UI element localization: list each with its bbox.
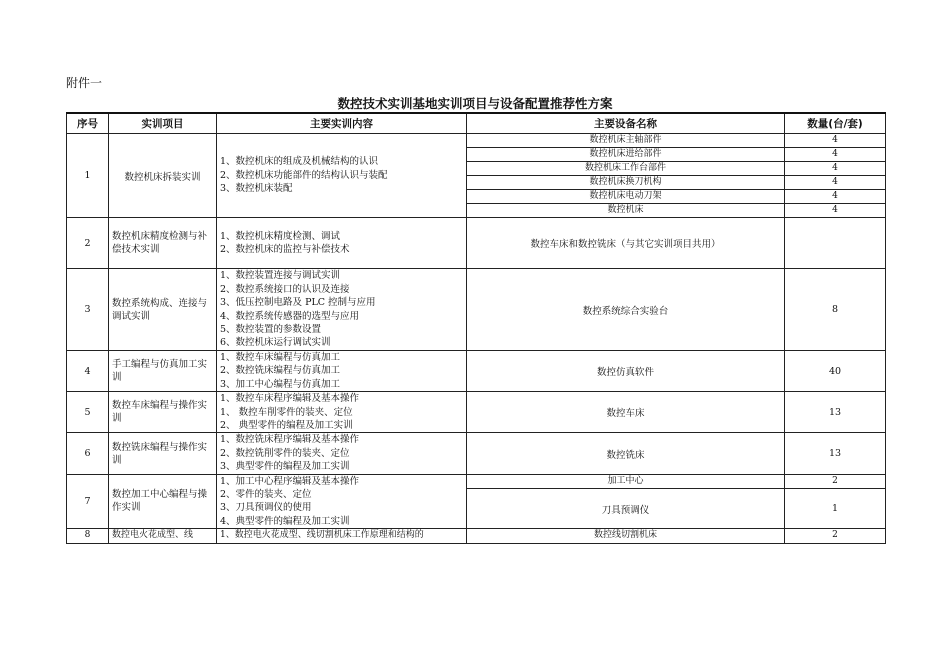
annex-label: 附件一 [66, 76, 103, 90]
row-no: 1 [67, 134, 109, 218]
row-content [217, 351, 467, 392]
training-plan-table [66, 112, 886, 544]
equipment-name: 数控铣床 [467, 433, 785, 474]
row-project: 数控加工中心编程与操作实训 [109, 474, 217, 529]
content-line: 2、数控铣削零件的装夹、定位 [220, 447, 350, 459]
row-content [217, 392, 467, 433]
content-line: 1、加工中心程序编辑及基本操作 [220, 475, 360, 487]
equipment-qty: 8 [785, 269, 886, 351]
content-line: 2、数控机床功能部件的结构认识与装配 [220, 169, 388, 181]
table-row [67, 392, 886, 433]
row-project: 数控铣床编程与操作实训 [109, 433, 217, 474]
table-row [67, 134, 886, 148]
row-no: 8 [67, 529, 109, 543]
equipment-name: 数控机床工作台部件 [467, 162, 785, 176]
row-no: 6 [67, 433, 109, 474]
content-line: 4、典型零件的编程及加工实训 [220, 515, 350, 527]
header-qty: 数量(台/套) [785, 113, 886, 134]
header-project: 实训项目 [109, 113, 217, 134]
equipment-name: 数控系统综合实验台 [467, 269, 785, 351]
header-no: 序号 [67, 113, 109, 134]
row-no: 4 [67, 351, 109, 392]
table-row [67, 269, 886, 351]
equipment-name: 数控机床换刀机构 [467, 176, 785, 190]
header-equipment: 主要设备名称 [467, 113, 785, 134]
row-no: 2 [67, 218, 109, 269]
content-line: 1、数控铣床程序编辑及基本操作 [220, 434, 360, 446]
equipment-qty: 2 [785, 474, 886, 488]
equipment-name: 加工中心 [467, 474, 785, 488]
content-line: 5、数控装置的参数设置 [220, 323, 322, 335]
row-project: 数控机床拆装实训 [109, 134, 217, 218]
equipment-name: 数控车床 [467, 392, 785, 433]
content-line: 1、数控车床编程与仿真加工 [220, 352, 341, 363]
content-line: 1、数控装置连接与调试实训 [220, 270, 341, 282]
content-line: 2、数控铣床编程与仿真加工 [220, 365, 341, 377]
content-line: 2、零件的装夹、定位 [220, 489, 312, 501]
row-project: 数控系统构成、连接与调试实训 [109, 269, 217, 351]
row-content [217, 529, 467, 543]
equipment-qty: 2 [785, 529, 886, 543]
equipment-name: 刀具预调仪 [467, 488, 785, 528]
table-row [67, 529, 886, 543]
row-project: 数控机床精度检测与补偿技术实训 [109, 218, 217, 269]
equipment-qty [785, 218, 886, 269]
row-no: 5 [67, 392, 109, 433]
content-line: 2、 典型零件的编程及加工实训 [220, 420, 353, 432]
table-row [67, 351, 886, 392]
content-line: 3、刀具预调仪的使用 [220, 502, 312, 514]
equipment-name: 数控机床 [467, 204, 785, 218]
equipment-name: 数控机床电动刀架 [467, 190, 785, 204]
table-row [67, 474, 886, 488]
equipment-qty: 4 [785, 204, 886, 218]
equipment-qty: 4 [785, 162, 886, 176]
equipment-qty: 4 [785, 190, 886, 204]
table-row [67, 433, 886, 474]
row-content [217, 269, 467, 351]
document-title: 数控技术实训基地实训项目与设备配置推荐性方案 [337, 96, 613, 111]
equipment-qty: 13 [785, 392, 886, 433]
equipment-name: 数控车床和数控铣床（与其它实训项目共用） [467, 218, 785, 269]
content-line: 1、数控电火花成型、线切割机床工作原理和结构的 [220, 530, 424, 541]
content-line: 1、数控车床程序编辑及基本操作 [220, 393, 360, 405]
content-line: 2、数控系统接口的认识及连接 [220, 283, 350, 295]
content-line: 3、加工中心编程与仿真加工 [220, 378, 341, 390]
header-content: 主要实训内容 [217, 113, 467, 134]
row-project: 数控电火花成型、线 [109, 529, 217, 543]
row-no: 7 [67, 474, 109, 529]
row-project: 手工编程与仿真加工实训 [109, 351, 217, 392]
content-line: 3、数控机床装配 [220, 183, 293, 195]
row-content [217, 218, 467, 269]
equipment-qty: 4 [785, 176, 886, 190]
row-content [217, 474, 467, 529]
equipment-name: 数控机床进给部件 [467, 148, 785, 162]
content-line: 2、数控机床的监控与补偿技术 [220, 244, 350, 255]
row-content [217, 433, 467, 474]
content-line: 1、数控机床的组成及机械结构的认识 [220, 156, 379, 168]
content-line: 6、数控机床运行调试实训 [220, 337, 331, 349]
row-content [217, 134, 467, 218]
equipment-name: 数控仿真软件 [467, 351, 785, 392]
table-row [67, 218, 886, 269]
row-project: 数控车床编程与操作实训 [109, 392, 217, 433]
equipment-name: 数控线切割机床 [467, 529, 785, 543]
equipment-qty: 40 [785, 351, 886, 392]
equipment-qty: 4 [785, 134, 886, 148]
equipment-name: 数控机床主轴部件 [467, 134, 785, 148]
content-line: 3、典型零件的编程及加工实训 [220, 461, 350, 473]
equipment-qty: 4 [785, 148, 886, 162]
content-line: 3、低压控制电路及 PLC 控制与应用 [220, 297, 376, 309]
equipment-qty: 1 [785, 488, 886, 528]
row-no: 3 [67, 269, 109, 351]
table-header-row [67, 113, 886, 134]
content-line: 4、数控系统传感器的选型与应用 [220, 310, 360, 322]
content-line: 1、数控机床精度检测、调试 [220, 230, 341, 242]
equipment-qty: 13 [785, 433, 886, 474]
content-line: 1、 数控车削零件的装夹、定位 [220, 406, 353, 418]
